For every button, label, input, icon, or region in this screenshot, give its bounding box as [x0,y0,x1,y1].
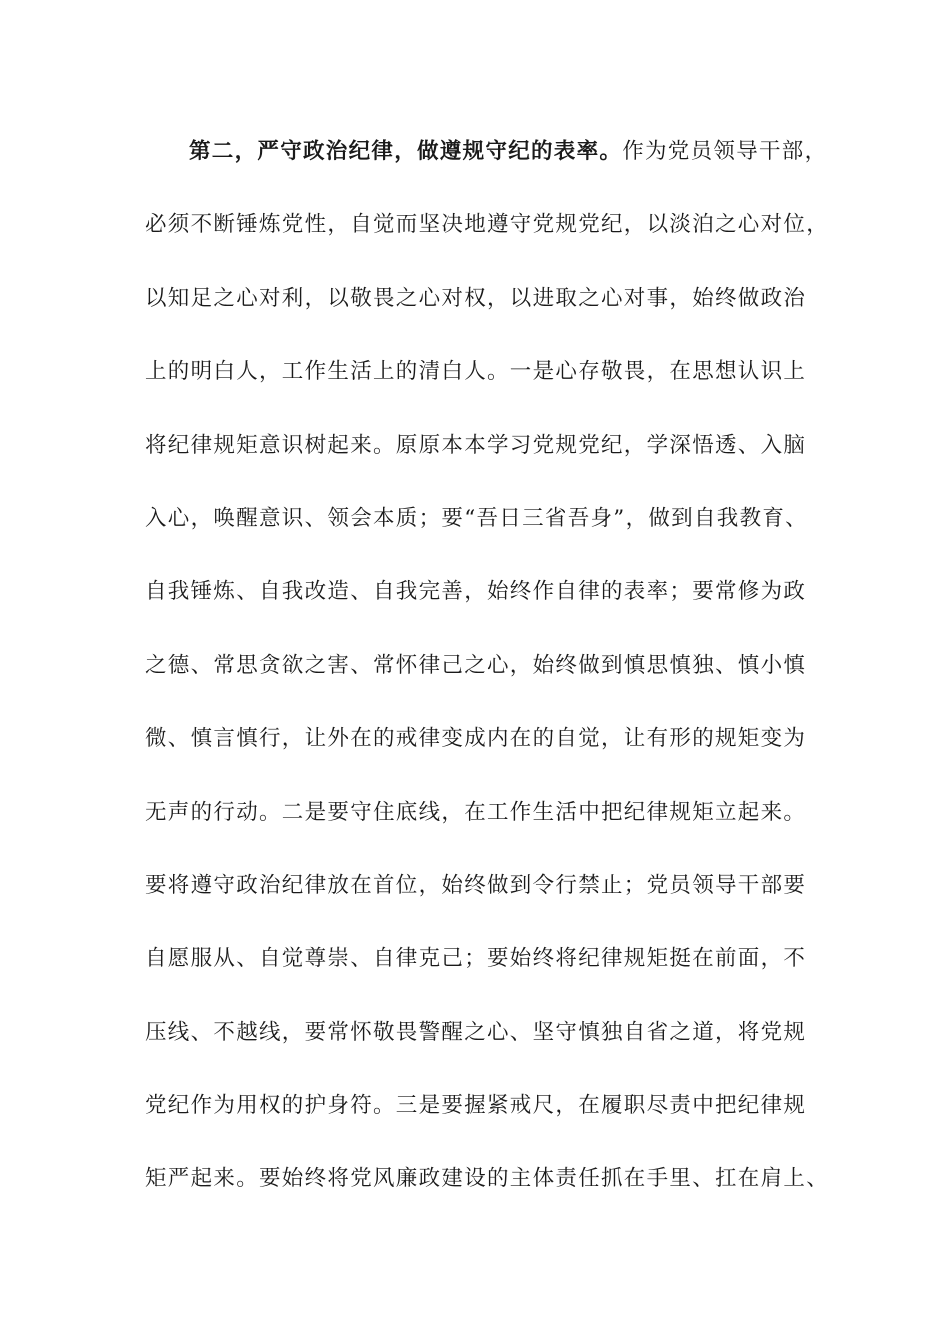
text-line: 上的明白人，工作生活上的清白人。一是心存敬畏，在思想认识上 [145,359,807,385]
body-paragraph [145,126,830,1227]
text-line: 压线、不越线，要常怀敬畏警醒之心、坚守慎独自省之道，将党规 [145,1019,807,1045]
text-line: 党纪作为用权的护身符。三是要握紧戒尺，在履职尽责中把纪律规 [145,1093,807,1119]
text-line: 以知足之心对利，以敬畏之心对权，以进取之心对事，始终做政治 [145,285,807,311]
text-line: 要将遵守政治纪律放在首位，始终做到令行禁止；党员领导干部要 [145,872,807,898]
text-line: 微、慎言慎行，让外在的戒律变成内在的自觉，让有形的规矩变为 [145,726,807,752]
text-line: 自我锤炼、自我改造、自我完善，始终作自律的表率；要常修为政 [145,579,807,605]
text-line [145,126,828,199]
text-line: 入心，唤醒意识、领会本质；要“吾日三省吾身”，做到自我教育、 [145,505,808,531]
paragraph-heading: 第二，严守政治纪律，做遵规守纪的表率。 [189,139,623,164]
line-text: 作为党员领导干部， [622,139,828,164]
text-line: 之德、常思贪欲之害、常怀律己之心，始终做到慎思慎独、慎小慎 [145,652,807,678]
text-line: 矩严起来。要始终将党风廉政建设的主体责任抓在手里、扛在肩上、 [145,1166,830,1192]
text-line: 必须不断锤炼党性，自觉而坚决地遵守党规党纪，以淡泊之心对位， [145,212,830,238]
text-line: 将纪律规矩意识树起来。原原本本学习党规党纪，学深悟透、入脑 [145,432,807,458]
text-line: 无声的行动。二是要守住底线，在工作生活中把纪律规矩立起来。 [145,799,807,825]
text-line: 自愿服从、自觉尊崇、自律克己；要始终将纪律规矩挺在前面，不 [145,946,807,972]
